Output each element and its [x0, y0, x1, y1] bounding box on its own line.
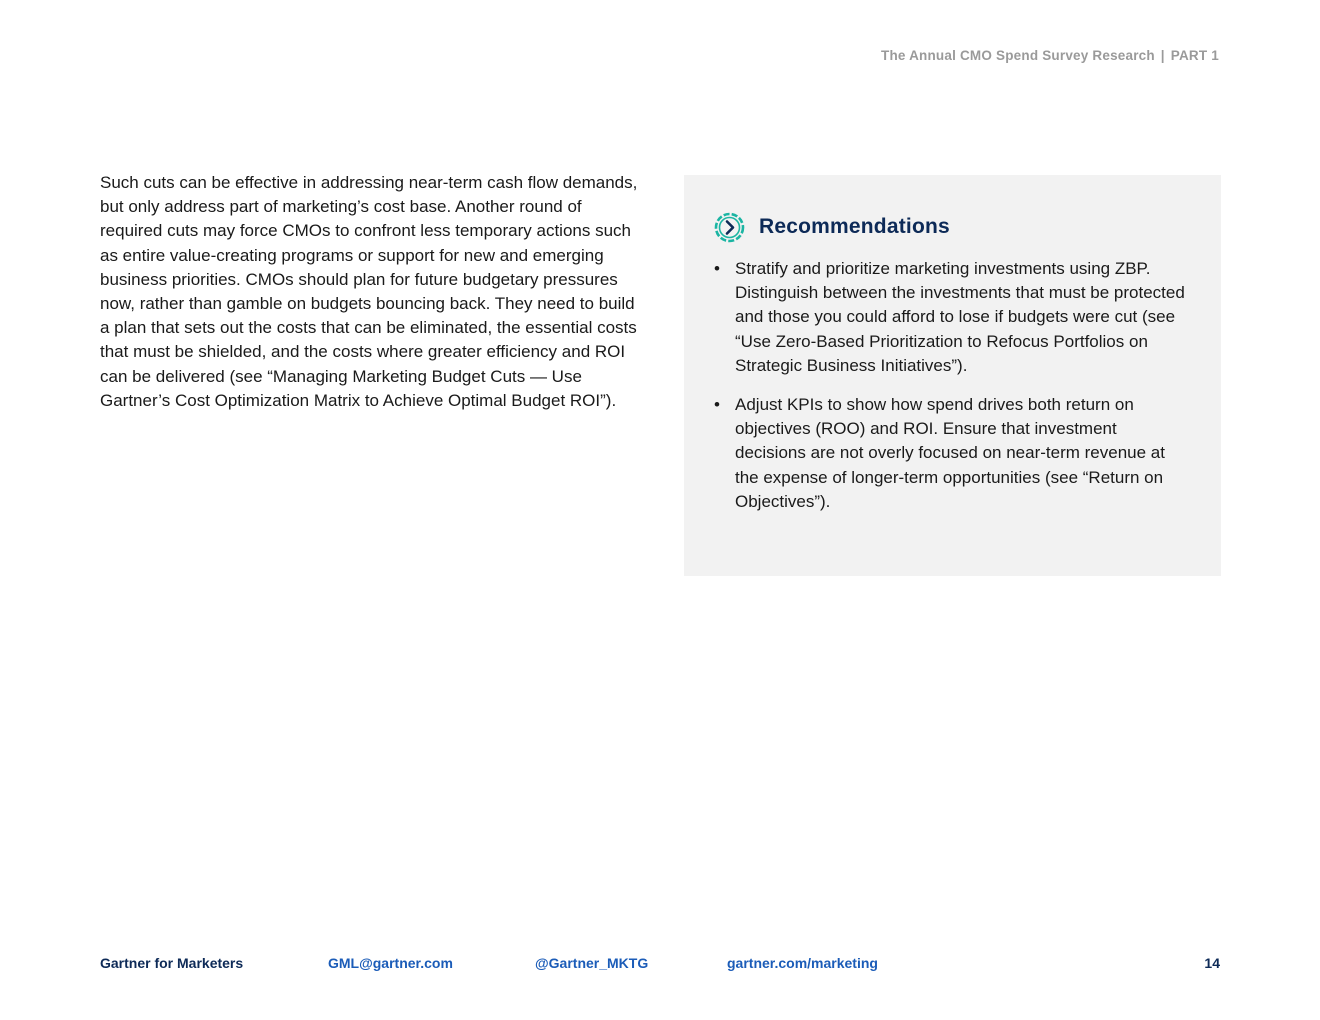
body-paragraph: Such cuts can be effective in addressing near-term cash flow demands, but only address part of marketing’s cost base. Another round of required cuts may force CMOs to confront less temporary actions such as entire value-creating programs or support for new and emerging business priorities. CMOs should plan for future budgetary pressures now, rather than gamble on budgets bouncing back. They need to build a plan that sets out the costs that can be eliminated, the essential costs that must be shielded, and the costs where greater efficiency and ROI can be delivered (see “Managing Marketing Budget Cuts — Use Gartner’s Cost Optimization Matrix to Achieve Optimal Budget ROI”).: [100, 173, 638, 410]
footer-email-link[interactable]: GML@gartner.com: [328, 955, 453, 971]
page-number: 14: [1204, 955, 1220, 971]
recommendation-item: [714, 257, 1185, 378]
recommendation-text: Stratify and prioritize marketing investments using ZBP. Distinguish between the investments that must be protected and those you could afford to lose if budgets were cut (see “Use Zero-Based Prioritization to Refocus Portfolios on Strategic Business Initiatives”).: [735, 259, 1185, 375]
running-header: [881, 48, 1219, 63]
footer-brand: Gartner for Marketers: [100, 955, 244, 971]
bullet-marker: •: [714, 259, 720, 278]
report-title: The Annual CMO Spend Survey Research: [881, 48, 1155, 63]
recommendations-box: [684, 175, 1221, 576]
page-footer: [100, 955, 1220, 975]
recommendation-item: [714, 393, 1185, 514]
recommendations-title: Recommendations: [759, 215, 950, 238]
chevron-right-circle-icon: [714, 212, 745, 243]
part-label: PART 1: [1170, 48, 1219, 63]
header-separator: |: [1160, 48, 1165, 63]
body-text-column: [100, 171, 640, 413]
footer-twitter-link[interactable]: @Gartner_MKTG: [535, 955, 649, 971]
footer-website-link[interactable]: gartner.com/marketing: [727, 955, 878, 971]
recommendations-list: [714, 257, 1185, 514]
recommendations-header: [714, 211, 1185, 243]
recommendation-text: Adjust KPIs to show how spend drives both return on objectives (ROO) and ROI. Ensure that investment decisions are not overly focused on near-term revenue at the expense of longer-term opportunities (see “Return on Objectives”).: [735, 395, 1165, 511]
bullet-marker: •: [714, 395, 720, 415]
